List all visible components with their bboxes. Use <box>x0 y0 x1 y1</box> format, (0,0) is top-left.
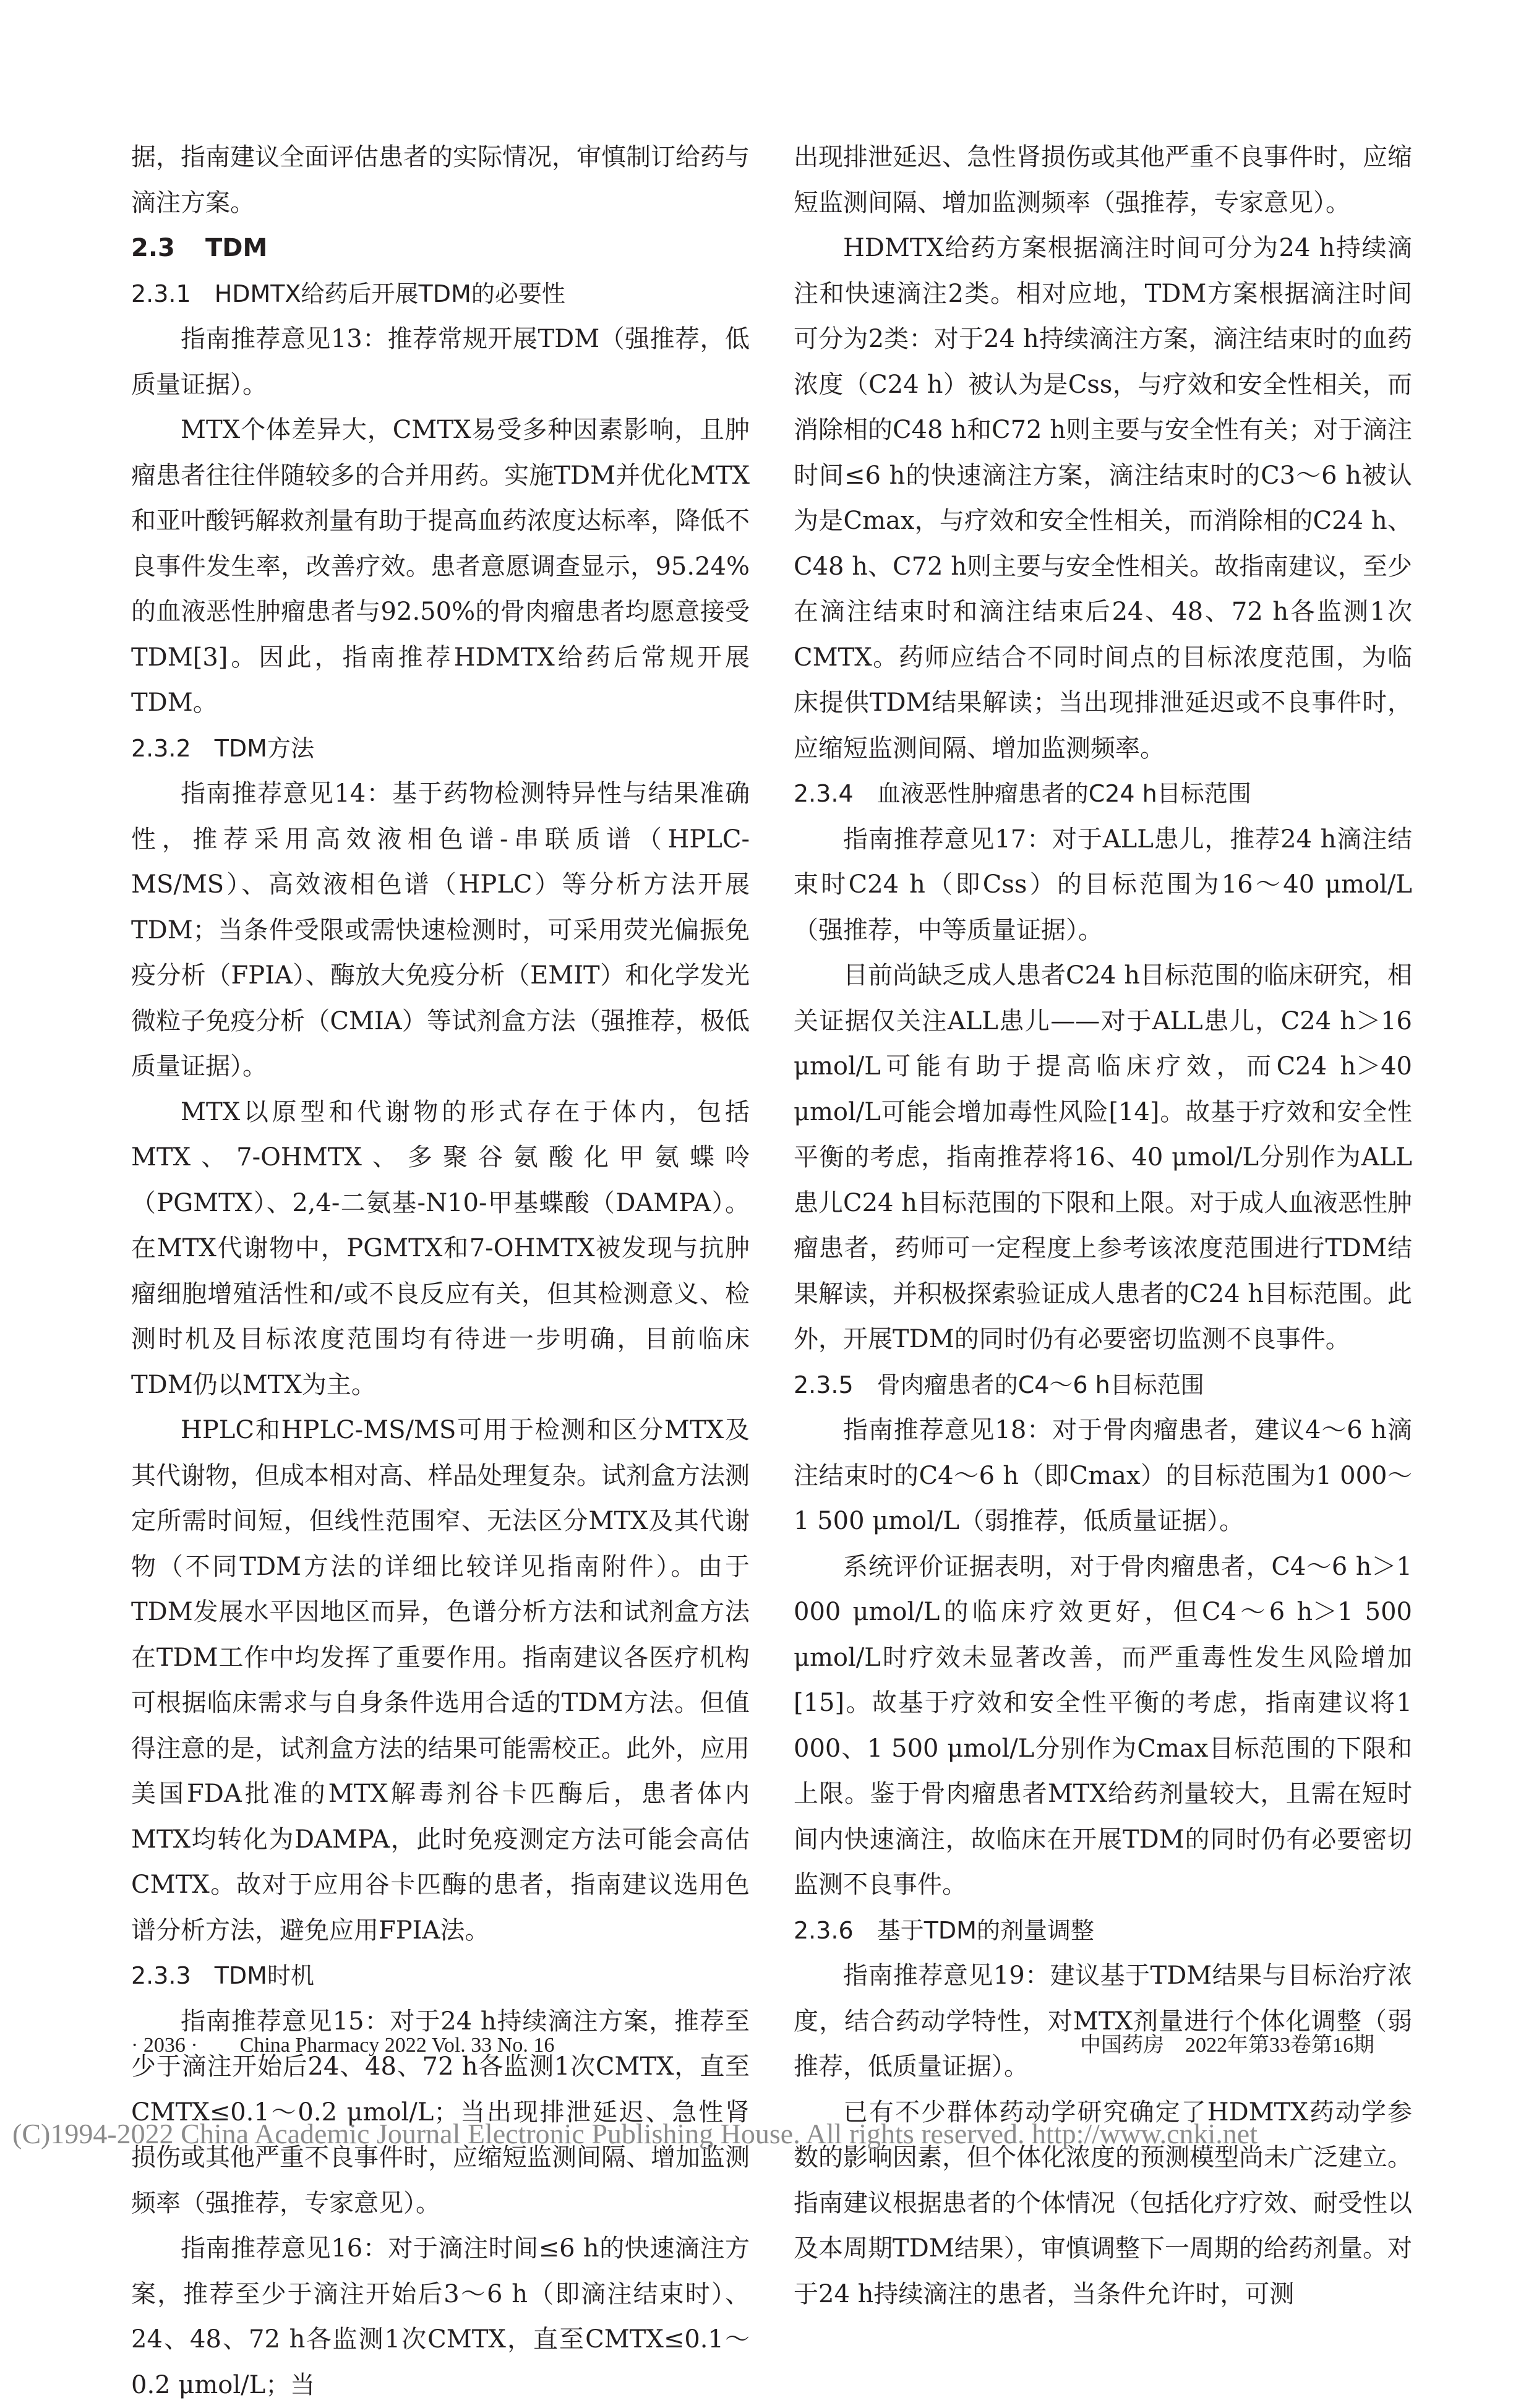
left-column <box>131 135 750 2408</box>
subsection-heading: 2.3.3 TDM时机 <box>131 1962 314 1989</box>
subsection-heading: 2.3.4 血液恶性肿瘤患者的C24 h目标范围 <box>794 780 1251 807</box>
recommendation-paragraph: 指南推荐意见18：对于骨肉瘤患者，建议4～6 h滴注结束时的C4～6 h（即Cmax）的目标范围为1 000～1 500 μmol/L（弱推荐，低质量证据）。 <box>794 1416 1412 1535</box>
paragraph: 出现排泄延迟、急性肾损伤或其他严重不良事件时，应缩短监测间隔、增加监测频率（强推荐，专家意见）。 <box>794 143 1412 217</box>
section-number: 2.3 <box>131 234 175 262</box>
subsection-heading: 2.3.2 TDM方法 <box>131 734 314 762</box>
subsection-heading: 2.3.5 骨肉瘤患者的C4～6 h目标范围 <box>794 1371 1204 1399</box>
paragraph: 目前尚缺乏成人患者C24 h目标范围的临床研究，相关证据仅关注ALL患儿——对于ALL患儿，C24 h＞16 μmol/L可能有助于提高临床疗效，而C24 h＞40 μmol/L可能会增加毒性风险[14]。故基于疗效和安全性平衡的考虑，指南推荐将16、40 μmol/L分别作为ALL患儿C24 h目标范围的下限和上限。对于成人血液恶性肿瘤患者，药师可一定程度上参考该浓度范围进行TDM结果解读，并积极探索验证成人患者的C24 h目标范围。此外，开展TDM的同时仍有必要密切监测不良事件。 <box>794 961 1412 1353</box>
paragraph: HPLC和HPLC-MS/MS可用于检测和区分MTX及其代谢物，但成本相对高、样品处理复杂。试剂盒方法测定所需时间短，但线性范围窄、无法区分MTX及其代谢物（不同TDM方法的详细比较详见指南附件）。由于TDM发展水平因地区而异，色谱分析方法和试剂盒方法在TDM工作中均发挥了重要作用。指南建议各医疗机构可根据临床需求与自身条件选用合适的TDM方法。但值得注意的是，试剂盒方法的结果可能需校正。此外，应用美国FDA批准的MTX解毒剂谷卡匹酶后，患者体内MTX均转化为DAMPA，此时免疫测定方法可能会高估CMTX。故对于应用谷卡匹酶的患者，指南建议选用色谱分析方法，避免应用FPIA法。 <box>131 1416 750 1945</box>
section-heading <box>131 226 750 272</box>
recommendation-paragraph: 指南推荐意见19：建议基于TDM结果与目标治疗浓度，结合药动学特性，对MTX剂量进行个体化调整（弱推荐，低质量证据）。 <box>794 1961 1412 2081</box>
copyright-watermark: (C)1994-2022 China Academic Journal Electronic Publishing House. All rights reserved. http://www.cnki.net <box>12 2118 1258 2149</box>
paragraph: 已有不少群体药动学研究确定了HDMTX药动学参数的影响因素，但个体化浓度的预测模型尚未广泛建立。指南建议根据患者的个体情况（包括化疗疗效、耐受性以及本周期TDM结果），审慎调整下一周期的给药剂量。对于24 h持续滴注的患者，当条件允许时，可测 <box>794 2097 1412 2308</box>
page-footer-journal: · 2036 · China Pharmacy 2022 Vol. 33 No. 16 <box>131 2034 555 2057</box>
paragraph: 据，指南建议全面评估患者的实际情况，审慎制订给药与滴注方案。 <box>131 143 750 217</box>
section-title: TDM <box>205 234 268 262</box>
subsection-heading: 2.3.1 HDMTX给药后开展TDM的必要性 <box>131 280 565 307</box>
recommendation-paragraph: 指南推荐意见17：对于ALL患儿，推荐24 h滴注结束时C24 h（即Css）的目标范围为16～40 μmol/L（强推荐，中等质量证据）。 <box>794 825 1412 945</box>
right-column <box>794 135 1412 2317</box>
paragraph: MTX个体差异大，CMTX易受多种因素影响，且肿瘤患者往往伴随较多的合并用药。实施TDM并优化MTX和亚叶酸钙解救剂量有助于提高血药浓度达标率，降低不良事件发生率，改善疗效。患者意愿调查显示，95.24%的血液恶性肿瘤患者与92.50%的骨肉瘤患者均愿意接受TDM[3]。因此，指南推荐HDMTX给药后常规开展TDM。 <box>131 416 750 717</box>
paragraph: 系统评价证据表明，对于骨肉瘤患者，C4～6 h＞1 000 μmol/L的临床疗效更好，但C4～6 h＞1 500 μmol/L时疗效未显著改善，而严重毒性发生风险增加[15]。故基于疗效和安全性平衡的考虑，指南建议将1 000、1 500 μmol/L分别作为Cmax目标范围的下限和上限。鉴于骨肉瘤患者MTX给药剂量较大，且需在短时间内快速滴注，故临床在开展TDM的同时仍有必要密切监测不良事件。 <box>794 1552 1412 1899</box>
recommendation-paragraph: 指南推荐意见14：基于药物检测特异性与结果准确性，推荐采用高效液相色谱-串联质谱（HPLC-MS/MS）、高效液相色谱（HPLC）等分析方法开展TDM；当条件受限或需快速检测时，可采用荧光偏振免疫分析（FPIA）、酶放大免疫分析（EMIT）和化学发光微粒子免疫分析（CMIA）等试剂盒方法（强推荐，极低质量证据）。 <box>131 779 750 1081</box>
subsection-heading: 2.3.6 基于TDM的剂量调整 <box>794 1916 1094 1944</box>
paragraph: HDMTX给药方案根据滴注时间可分为24 h持续滴注和快速滴注2类。相对应地，TDM方案根据滴注时间可分为2类：对于24 h持续滴注方案，滴注结束时的血药浓度（C24 h）被认为是Css，与疗效和安全性相关，而消除相的C48 h和C72 h则主要与安全性有关；对于滴注时间≤6 h的快速滴注方案，滴注结束时的C3～6 h被认为是Cmax，与疗效和安全性相关，而消除相的C24 h、C48 h、C72 h则主要与安全性相关。故指南建议，至少在滴注结束时和滴注结束后24、48、72 h各监测1次CMTX。药师应结合不同时间点的目标浓度范围，为临床提供TDM结果解读；当出现排泄延迟或不良事件时，应缩短监测间隔、增加监测频率。 <box>794 234 1412 763</box>
page-footer-issue: 中国药房 2022年第33卷第16期 <box>1080 2034 1374 2057</box>
recommendation-paragraph: 指南推荐意见13：推荐常规开展TDM（强推荐，低质量证据）。 <box>131 325 750 399</box>
paragraph: MTX以原型和代谢物的形式存在于体内，包括MTX、7-OHMTX、多聚谷氨酸化甲氨蝶呤（PGMTX）、2,4-二氨基-N10-甲基蝶酸（DAMPA）。在MTX代谢物中，PGMTX和7-OHMTX被发现与抗肿瘤细胞增殖活性和/或不良反应有关，但其检测意义、检测时机及目标浓度范围均有待进一步明确，目前临床TDM仍以MTX为主。 <box>131 1097 750 1399</box>
recommendation-paragraph: 指南推荐意见15：对于24 h持续滴注方案，推荐至少于滴注开始后24、48、72 h各监测1次CMTX，直至CMTX≤0.1～0.2 μmol/L；当出现排泄延迟、急性肾损伤或其他严重不良事件时，应缩短监测间隔、增加监测频率（强推荐，专家意见）。 <box>131 2007 750 2217</box>
recommendation-paragraph: 指南推荐意见16：对于滴注时间≤6 h的快速滴注方案，推荐至少于滴注开始后3～6 h（即滴注结束时）、24、48、72 h各监测1次CMTX，直至CMTX≤0.1～0.2 μmol/L；当 <box>131 2234 750 2399</box>
